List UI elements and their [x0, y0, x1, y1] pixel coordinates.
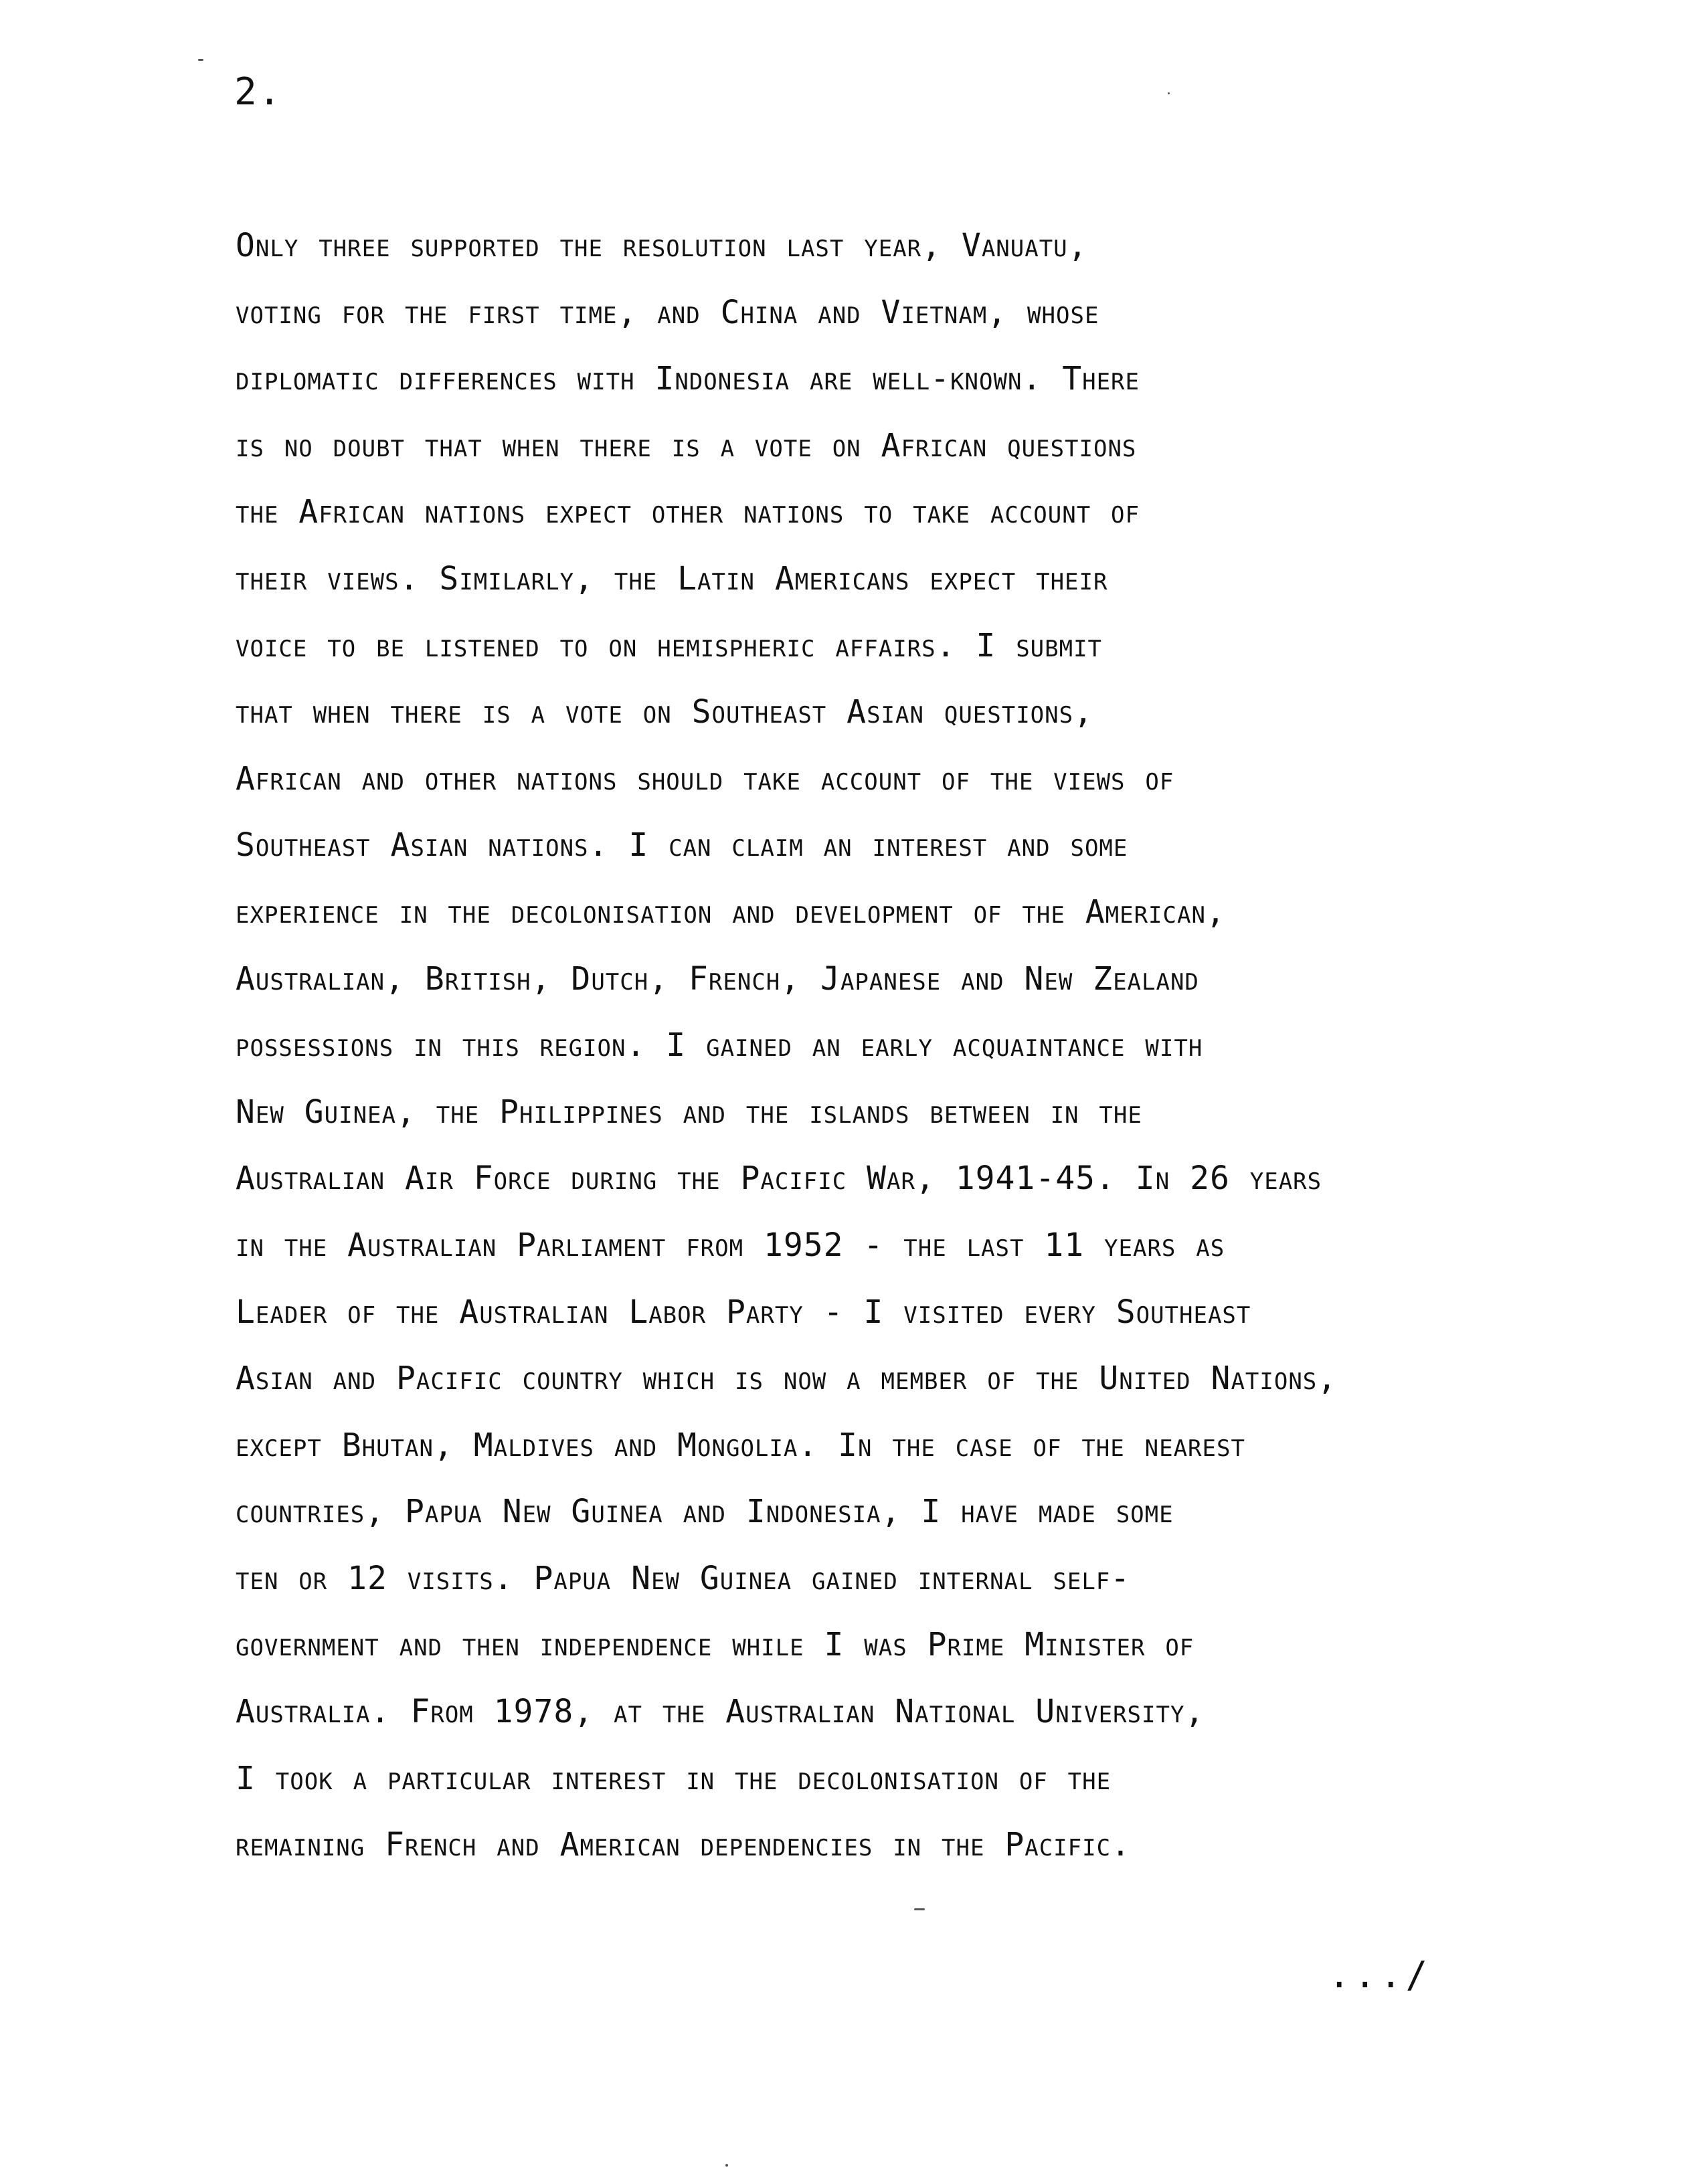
text-line: I took a particular interest in the decolonisation of the [236, 1759, 1112, 1797]
text-line: their views. Similarly, the Latin Americans expect their [236, 559, 1108, 598]
scan-speck [1168, 92, 1170, 94]
scan-speck [198, 59, 203, 61]
text-line: Only three supported the resolution last year, Vanuatu, [236, 227, 1088, 264]
text-line: possessions in this region. I gained an early acquaintance with [236, 1026, 1203, 1065]
text-line: Asian and Pacific country which is now a member of the United Nations, [236, 1360, 1338, 1398]
text-line: in the Australian Parliament from 1952 - the last 11 years as [236, 1226, 1225, 1264]
scan-speck [725, 2164, 728, 2167]
page-number: 2. [234, 70, 282, 114]
text-line: that when there is a vote on Southeast Asian questions, [236, 693, 1093, 731]
text-line: except Bhutan, Maldives and Mongolia. In the case of the nearest [236, 1426, 1245, 1464]
text-line: Australian, British, Dutch, French, Japanese and New Zealand [236, 960, 1199, 998]
text-line: Australian Air Force during the Pacific War, 1941-45. In 26 years [236, 1160, 1322, 1198]
text-line: voice to be listened to on hemispheric affairs. I submit [236, 626, 1103, 664]
text-line: New Guinea, the Philippines and the islands between in the [236, 1093, 1142, 1131]
text-line: Leader of the Australian Labor Party - I visited every Southeast [236, 1293, 1251, 1331]
text-line: ten or 12 visits. Papua New Guinea gained internal self- [236, 1559, 1131, 1597]
continuation-mark: .../ [1328, 1954, 1432, 1996]
text-line: the African nations expect other nations to take account of [236, 493, 1140, 531]
scan-speck [914, 1908, 925, 1910]
text-line: countries, Papua New Guinea and Indonesia, I have made some [236, 1493, 1174, 1531]
text-line: experience in the decolonisation and development of the American, [236, 893, 1226, 931]
body-text [236, 213, 1337, 1879]
text-line: voting for the first time, and China and Vietnam, whose [236, 293, 1099, 331]
text-line: African and other nations should take account of the views of [236, 759, 1174, 798]
text-line: is no doubt that when there is a vote on African questions [236, 426, 1137, 464]
text-line: Australia. From 1978, at the Australian National University, [236, 1693, 1205, 1731]
text-line: Southeast Asian nations. I can claim an interest and some [236, 826, 1128, 864]
text-line: diplomatic differences with Indonesia are well-known. There [236, 360, 1140, 398]
text-line: remaining French and American dependencies in the Pacific. [236, 1826, 1131, 1864]
text-line: government and then independence while I was Prime Minister of [236, 1626, 1195, 1664]
